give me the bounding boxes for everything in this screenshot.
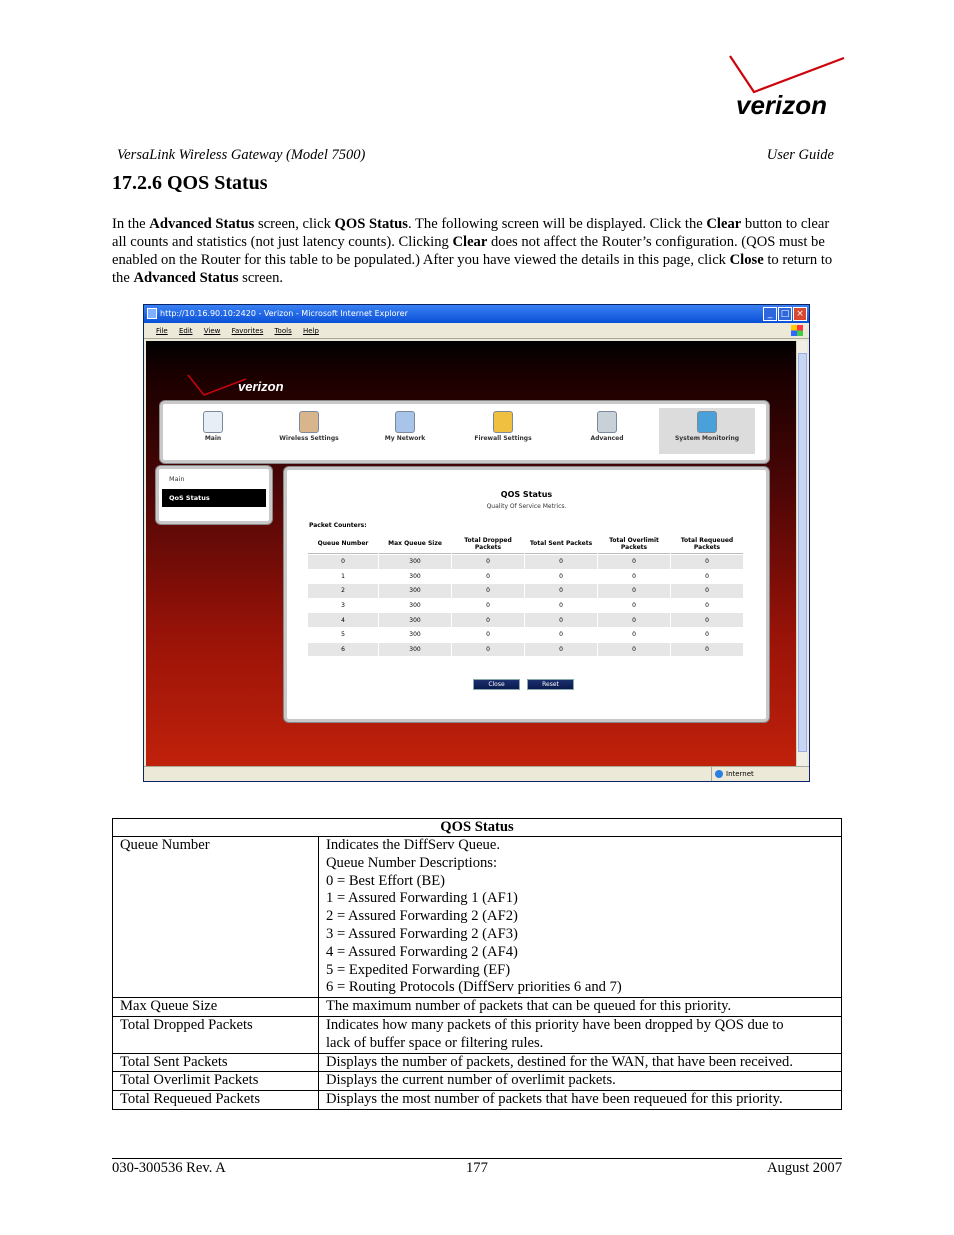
nav-system-monitoring[interactable]: System Monitoring	[659, 408, 755, 454]
security-zone: Internet	[711, 767, 754, 781]
ie-icon	[147, 308, 157, 319]
footer-date: August 2007	[767, 1160, 842, 1176]
browser-title: http://10.16.90.10:2420 - Verizon - Microsoft Internet Explorer	[160, 309, 408, 318]
col-queue-number: Queue Number	[308, 534, 378, 554]
nav-firewall-settings[interactable]: Firewall Settings	[455, 408, 551, 454]
header-doc-type: User Guide	[766, 147, 834, 163]
intro-paragraph: In the Advanced Status screen, click QOS Status. The following screen will be displayed. Click the Clear button to clear all counts and statistics (not just latency counts). Clicking Clear does not affect the Router’s configuration. (QOS must be enabled on the Router for this table to be populated.) After you have viewed the details in this page, click Close to return to the Advanced Status screen.	[112, 216, 833, 286]
qos-panel-subtitle: Quality Of Service Metrics.	[486, 503, 567, 510]
table-row: 4 300 0 0 0 0	[308, 613, 743, 627]
desc-max-queue-size: The maximum number of packets that can be queued for this priority.	[319, 998, 842, 1017]
menu-edit[interactable]: Edit	[178, 327, 193, 335]
menu-help[interactable]: Help	[302, 327, 319, 335]
nav-advanced[interactable]: Advanced	[559, 408, 655, 454]
term-total-sent: Total Sent Packets	[113, 1053, 319, 1072]
nav-wireless-settings[interactable]: Wireless Settings	[261, 408, 357, 454]
col-total-sent: Total Sent Packets	[525, 534, 597, 554]
nav-my-network[interactable]: My Network	[357, 408, 453, 454]
table-row	[113, 1072, 842, 1091]
windows-flag-icon	[791, 325, 803, 336]
table-row: 6 300 0 0 0 0	[308, 643, 743, 657]
verizon-logo	[726, 52, 848, 124]
browser-window	[143, 304, 810, 782]
desc-total-dropped: Indicates how many packets of this priority have been dropped by QOS due to lack of buffer space or filtering rules.	[319, 1016, 842, 1053]
term-total-requeued: Total Requeued Packets	[113, 1091, 319, 1110]
menu-file[interactable]: File	[156, 327, 168, 335]
logo-wordmark: verizon	[736, 90, 828, 120]
page-logo-wordmark: verizon	[238, 379, 284, 394]
definitions-title: QOS Status	[113, 819, 842, 837]
footer-rule	[112, 1158, 842, 1159]
minimize-button[interactable]: _	[763, 307, 777, 321]
term-max-queue-size: Max Queue Size	[113, 998, 319, 1017]
footer-doc-number: 030-300536 Rev. A	[112, 1160, 226, 1176]
browser-statusbar	[144, 766, 809, 781]
col-total-dropped: Total Dropped Packets	[452, 534, 524, 554]
qos-status-definitions	[112, 818, 842, 1110]
maximize-button[interactable]: □	[778, 307, 792, 321]
reset-button[interactable]: Reset	[527, 679, 574, 690]
header-product: VersaLink Wireless Gateway (Model 7500)	[117, 147, 366, 163]
section-title: 17.2.6 QOS Status	[112, 172, 268, 194]
col-total-requeued: Total Requeued Packets	[671, 534, 743, 554]
col-total-overlimit: Total Overlimit Packets	[598, 534, 670, 554]
side-item-main[interactable]: Main	[169, 475, 185, 483]
table-row	[113, 1091, 842, 1110]
desc-total-overlimit: Displays the current number of overlimit packets.	[319, 1072, 842, 1091]
table-row: 3 300 0 0 0 0	[308, 599, 743, 613]
menu-favorites[interactable]: Favorites	[231, 327, 264, 335]
desc-queue-number: Indicates the DiffServ Queue. Queue Number Descriptions: 0 = Best Effort (BE) 1 = Assured Forwarding 1 (AF1) 2 = Assured Forwarding 2 (AF2) 3 = Assured Forwarding 2 (AF3) 4 = Assured Forwarding 2 (AF4) 5 = Expedited Forwarding (EF) 6 = Routing Protocols (DiffServ priorities 6 and 7)	[319, 837, 842, 998]
footer-page-number: 177	[466, 1160, 488, 1176]
term-total-dropped: Total Dropped Packets	[113, 1016, 319, 1053]
close-button[interactable]: Close	[473, 679, 520, 690]
table-row	[113, 1053, 842, 1072]
firewall-icon	[493, 411, 513, 433]
side-menu	[156, 466, 272, 524]
desc-total-sent: Displays the number of packets, destined for the WAN, that have been received.	[319, 1053, 842, 1072]
network-icon	[395, 411, 415, 433]
main-nav	[160, 401, 769, 463]
table-row	[113, 837, 842, 998]
table-row: 0 300 0 0 0 0	[308, 555, 743, 569]
advanced-icon	[597, 411, 617, 433]
table-row: 1 300 0 0 0 0	[308, 570, 743, 584]
col-max-queue-size: Max Queue Size	[379, 534, 451, 554]
close-window-button[interactable]: ×	[793, 307, 807, 321]
menu-view[interactable]: View	[203, 327, 221, 335]
browser-menubar	[144, 323, 809, 339]
packet-counters-label: Packet Counters:	[309, 522, 367, 529]
browser-viewport	[146, 341, 797, 766]
term-queue-number: Queue Number	[113, 837, 319, 998]
verizon-page-logo	[186, 371, 301, 405]
table-row: 5 300 0 0 0 0	[308, 628, 743, 642]
desc-total-requeued: Displays the most number of packets that have been requeued for this priority.	[319, 1091, 842, 1110]
table-row	[113, 998, 842, 1017]
qos-table	[307, 533, 744, 657]
side-item-qos-status[interactable]: QoS Status	[162, 489, 266, 507]
table-row: 2 300 0 0 0 0	[308, 584, 743, 598]
main-icon	[203, 411, 223, 433]
browser-titlebar	[144, 305, 809, 323]
wireless-icon	[299, 411, 319, 433]
scroll-thumb[interactable]	[798, 353, 807, 752]
nav-main[interactable]: Main	[165, 408, 261, 454]
monitoring-icon	[697, 411, 717, 433]
qos-status-panel	[284, 467, 769, 722]
menu-tools[interactable]: Tools	[274, 327, 292, 335]
vertical-scrollbar[interactable]	[796, 341, 807, 766]
term-total-overlimit: Total Overlimit Packets	[113, 1072, 319, 1091]
table-row	[113, 1016, 842, 1053]
qos-panel-title: QOS Status	[500, 490, 553, 499]
